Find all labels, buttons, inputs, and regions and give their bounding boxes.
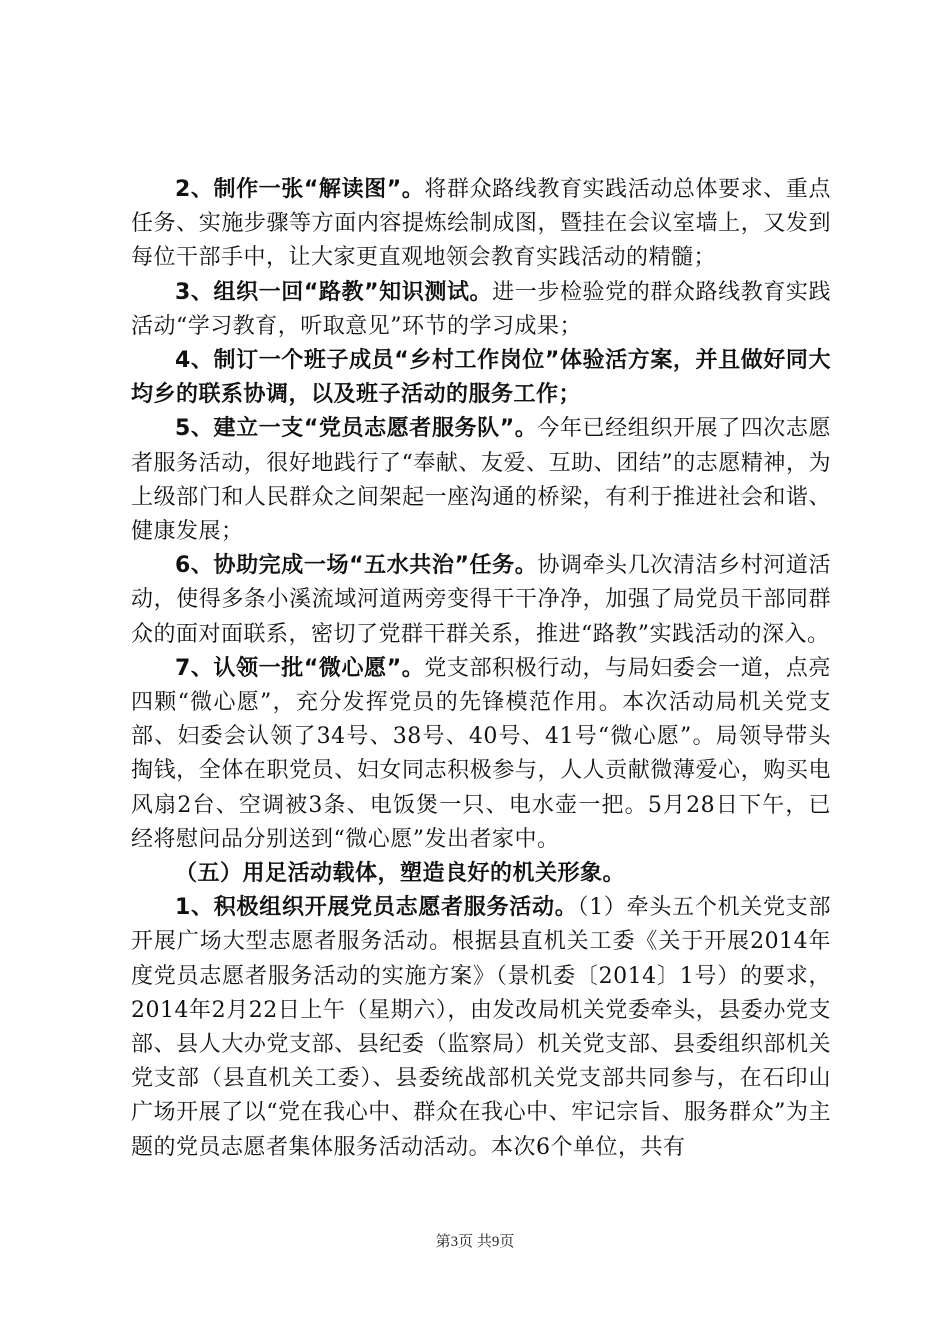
paragraph-text: 将群众路线教育实践活动总体要求、重点任务、实施步骤等方面内容提炼绘制成图，暨挂在会议室墙上，又发到每位干部手中，让大家更直观地领会教育实践活动的精髓； [131,177,831,271]
paragraph-item-5 [131,412,831,549]
paragraph-lead: 1、积极组织开展党员志愿者服务活动。 [175,895,578,921]
paragraph-text: 进一步检验党的群众路线教育实践活动“学习教育，听取意见”环节的学习成果； [131,279,831,339]
paragraph-lead: 7、认领一批“微心愿”。 [175,655,425,681]
paragraph-lead: 6、协助完成一场“五水共治”任务。 [175,553,538,579]
paragraph-text: 党支部积极行动，与局妇委会一道，点亮四颗“微心愿”，充分发挥党员的先锋模范作用。本次活动局机关党支部、妇委会认领了34号、38号、40号、41号“微心愿”。局领导带头掏钱，全体在职党员、妇女同志积极参与，人人贡献微薄爱心，购买电风扇2台、空调被3条、电饭煲一只、电水壶一把。5月28日下午，已经将慰问品分别送到“微心愿”发出者家中。 [131,655,831,852]
paragraph-text: 今年已经组织开展了四次志愿者服务活动，很好地践行了“奉献、友爱、互助、团结”的志愿精神，为上级部门和人民群众之间架起一座沟通的桥梁，有利于推进社会和谐、健康发展； [131,416,831,545]
paragraph-item-1 [131,891,831,1165]
page-number: 第3页 共9页 [435,1234,515,1250]
paragraph-item-6 [131,549,831,652]
section-heading [131,857,831,891]
paragraph-text: 协调牵头几次清洁乡村河道活动，使得多条小溪流域河道两旁变得干干净净，加强了局党员干部同群众的面对面联系，密切了党群干群关系，推进“路教”实践活动的深入。 [131,553,831,647]
page-footer [0,1230,950,1251]
paragraph-lead: 2、制作一张“解读图”。 [175,177,425,202]
paragraph-item-3 [131,276,831,344]
paragraph-lead: 5、建立一支“党员志愿者服务队”。 [175,416,538,442]
paragraph-text: （1）牵头五个机关党支部开展广场大型志愿者服务活动。根据县直机关工委《关于开展2014年度党员志愿者服务活动的实施方案》（景机委〔2014〕1号）的要求，2014年2月22日上午（星期六），由发改局机关党委牵头，县委办党支部、县人大办党支部、县纪委（监察局）机关党支部、县委组织部机关党支部（县直机关工委）、县委统战部机关党支部共同参与，在石印山广场开展了以“党在我心中、群众在我心中、牢记宗旨、服务群众”为主题的党员志愿者集体服务活动活动。本次6个单位，共有 [131,895,832,1160]
paragraph-lead: 3、组织一回“路教”知识测试。 [175,279,493,305]
document-body [131,173,831,1165]
paragraph-item-7 [131,652,831,857]
paragraph-item-4 [131,344,831,412]
paragraph-lead: 4、制订一个班子成员“乡村工作岗位”体验活方案，并且做好同大均乡的联系协调，以及班子活动的服务工作； [131,348,831,408]
section-heading-text: （五）用足活动载体，塑造良好的机关形象。 [175,861,626,887]
paragraph-item-2 [131,173,831,276]
